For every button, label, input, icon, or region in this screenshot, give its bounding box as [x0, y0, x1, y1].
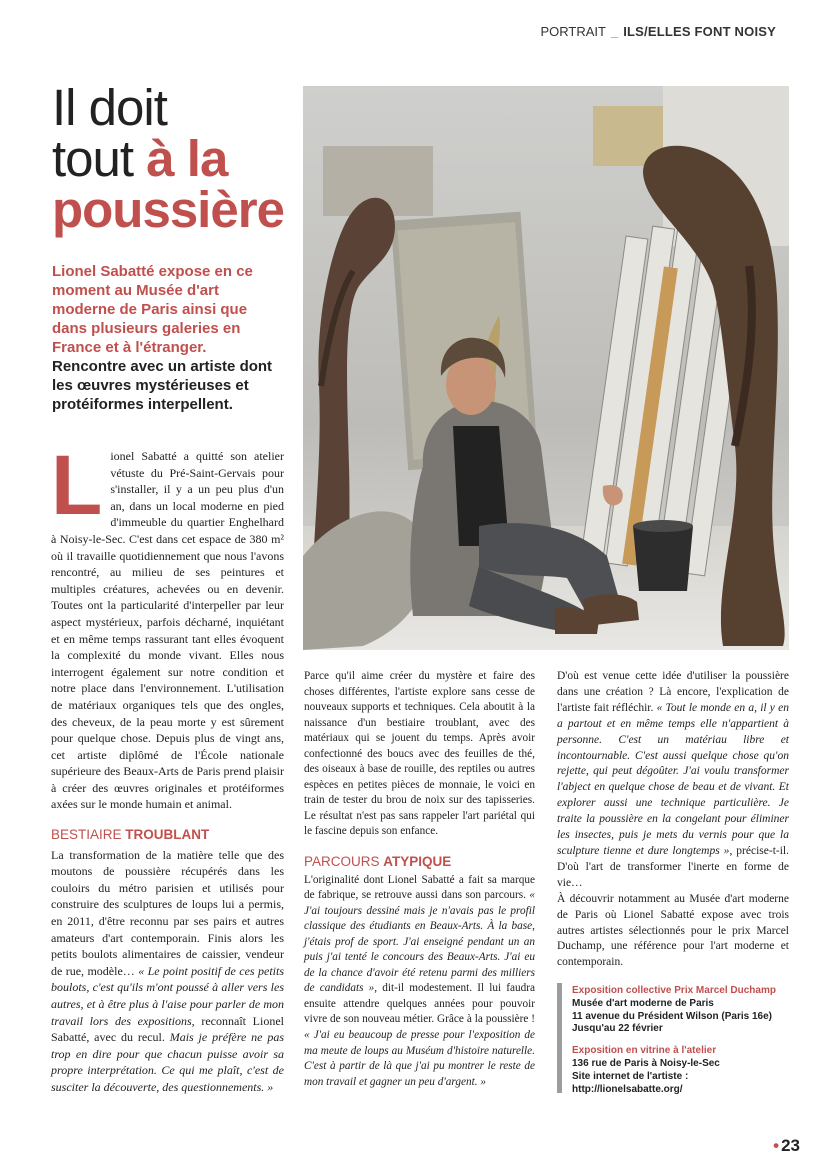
section-label: ILS/ELLES FONT NOISY: [623, 24, 776, 39]
lead-red: Lionel Sabatté expose en ce moment au Musée d'art moderne de Paris ainsi que dans plusieurs galeries en France et à l'étranger.: [52, 263, 253, 356]
p4-quote-b: « J'ai eu beaucoup de presse pour l'exposition de ma meute de loups au Muséum d'histoire naturelle. C'est à partir de là que j'ai pu montrer le reste de mon travail et gagner un peu d'argent. »: [304, 1029, 535, 1088]
infobox-line-4: 136 rue de Paris à Noisy-le-Sec: [572, 1057, 720, 1069]
p4-text-b: , dit-il modestement. Il lui faudra ensuite attendre quelques années pour pouvoir vivre de son nouveau métier. Grâce à la poussière !: [304, 982, 535, 1026]
p2-quote-a: « Le point positif de ces petits boulots, c'est qu'ils m'ont poussé à aller vers les autres, et à être plus à l'aise pour parler de mon travail lors des expositions,: [51, 963, 284, 1028]
p5-text-b: , précise-t-il. D'où l'art de transformer l'inerte en forme de vie…: [557, 844, 789, 889]
infobox-line-1: Musée d'art moderne de Paris: [572, 997, 714, 1009]
subhead-2-bold: ATYPIQUE: [383, 854, 452, 870]
artist-photo: [303, 86, 789, 650]
p4-quote-a: « J'ai toujours dessiné mais je n'avais pas le profil classique des étudiants en Beaux-Arts. À la base, j'étais prof de sport. J'ai enseigné pendant un an puis j'ai tenté le concours des Beaux-Arts. J'ai eu de la chance d'avoir été retenu parmi des milliers de candidats »: [304, 889, 535, 995]
title-line-2-dark: tout: [52, 130, 147, 187]
article-title: [52, 79, 284, 238]
title-line-2-red: à la: [146, 130, 228, 187]
subhead-2-light: PARCOURS: [304, 854, 384, 870]
infobox-line-5[interactable]: Site internet de l'artiste : http://lionelsabatte.org/: [572, 1070, 689, 1095]
paragraph-1-text: ionel Sabatté a quitté son atelier vétuste du Pré-Saint-Gervais pour s'installer, il y a un peu plus d'un an, dans un local moderne en pied d'immeuble du quartier Enghelhard à Noisy-le-Sec. C'est dans cet espace de 380 m² où il travaille quotidiennement que nous l'avons rencontré, au milieu de ses peintures et multiples créatures, achevées ou en devenir. Toutes ont la particularité d'interpeller par leur aspect mystérieux, parfois décharné, inquiétant et en même temps rassurant tant elles évoquent la complexité du monde vivant. Elles nous interrogent également sur notre condition et notre place dans l'environnement. L'utilisation de matériaux organiques tels que des ongles, des cheveux, de la peau morte y est sûrement pour quelque chose. Depuis plus de vingt ans, cet artiste diplômé de l'École nationale supérieure des Beaux-Arts de Paris prend plaisir à créer des œuvres originales et protéiformes axées sur le monde humain et animal.: [51, 449, 284, 812]
subhead-bestiaire: [51, 827, 284, 844]
p2-text-a: La transformation de la matière telle que des moutons de poussière récupérés dans les couloirs du métro parisien et utilisés pour construire des sculptures de loups lui a permis, en 2011, d'être reconnu par ses pairs et autres amateurs d'art contemporain. Finis alors les petits boulots alimentaires de caissier, vendeur de rue, modèle…: [51, 847, 284, 978]
p5-quote: « Tout le monde en a, il y en a partout et en même temps elle n'appartient à personne. C'est un matériau libre et incontournable. C'est aussi quelque chose qu'on rejette, qui peut dégoûter. J'ai voulu transformer l'abject en quelque chose de beau et de vivant. Et explorer aussi une technique particulière. Je traite la poussière en la congelant pour éliminer les insectes, puis je mets du vernis pour que la sculpture tienne et dure longtemps »: [557, 701, 790, 857]
p4-text-a: L'originalité dont Lionel Sabatté a fait sa marque de fabrique, se retrouve aussi dans son parcours.: [304, 873, 535, 902]
p2-text-b: reconnaît Lionel Sabatté, avec du recul.: [51, 1013, 284, 1045]
infobox-heading-1: Exposition collective Prix Marcel Duchamp: [572, 985, 776, 996]
infobox-heading-2: Exposition en vitrine à l'atelier: [572, 1045, 717, 1057]
infobox-line-3: Jusqu'au 22 février: [572, 1023, 663, 1035]
page-number-value: 23: [781, 1136, 800, 1155]
page-header: [540, 24, 776, 39]
p5-text-a: D'où est venue cette idée d'utiliser la poussière dans une création ? Là encore, l'explication de l'artiste fait réfléchir.: [557, 670, 789, 714]
page-number: • 23: [773, 1136, 800, 1155]
title-line-3: poussière: [52, 181, 284, 238]
lead-dark: Rencontre avec un artiste dont les œuvres mystérieuses et protéiformes interpellent.: [52, 358, 273, 413]
exhibition-infobox: [557, 983, 789, 1093]
text-column-2: [304, 669, 535, 1090]
title-line-1: Il doit: [52, 79, 167, 136]
subhead-1-light: BESTIAIRE: [51, 827, 126, 843]
p2-quote-b: Mais je préfère ne pas trop en dire pour que chacun puisse avoir sa propre interprétation. Ce qui me plaît, c'est de susciter la découverte, des questionnements. »: [51, 1030, 284, 1094]
paragraph-6: À découvrir notamment au Musée d'art moderne de Paris où Lionel Sabatté expose avec trois autres artistes sélectionnés pour le prix Marcel Duchamp, une référence pour l'art moderne et contemporain.: [557, 892, 789, 969]
paragraph-5: [557, 669, 789, 892]
subhead-parcours: [304, 854, 535, 870]
rubric-separator: _: [610, 24, 619, 39]
text-column-1: [51, 438, 284, 1096]
paragraph-intro: [51, 438, 284, 813]
paragraph-2: [51, 847, 284, 1096]
paragraph-4: [304, 873, 535, 1091]
rubric-label: PORTRAIT: [540, 24, 606, 39]
paragraph-3-continued: [304, 669, 535, 840]
subhead-1-bold: TROUBLANT: [125, 827, 210, 843]
drop-cap: L: [51, 438, 103, 532]
article-lead: [52, 262, 284, 414]
p3-text-continued: Parce qu'il aime créer du mystère et faire des choses différentes, l'artiste explore sans cesse de nouveaux supports et techniques. Cela aboutit à la naissance d'un bestiaire troublant, avec des matériaux qui se jouent du temps. Après avoir confectionné des boucs avec des feuilles de thé, des oiseaux à base de rouille, des reptiles ou autres espèces en petites pièces de monnaie, le voici en train de tester du brou de noix sur des tapisseries. Le résultat n'est pas sans rappeler l'art pariétal qui le fascine depuis son enfance.: [304, 670, 535, 838]
text-column-3: [557, 669, 789, 971]
infobox-line-2: 11 avenue du Président Wilson (Paris 16e): [572, 1010, 772, 1022]
